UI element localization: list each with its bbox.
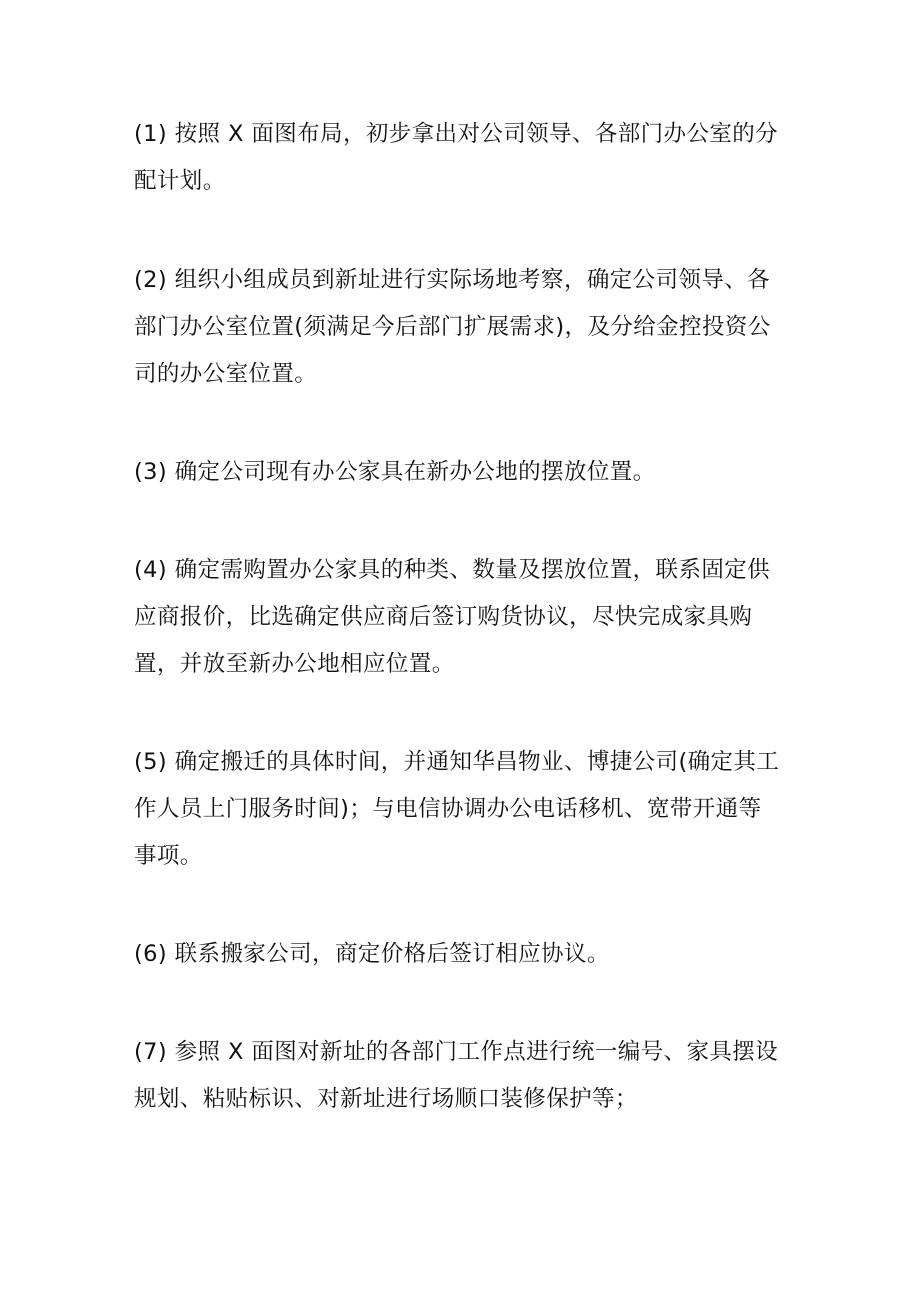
item-text-line: 置，并放至新办公地相应位置。 bbox=[134, 651, 455, 677]
item-text-line: 司的办公室位置。 bbox=[134, 361, 318, 387]
list-item-7 bbox=[134, 1029, 794, 1123]
item-text-line: 作人员上门服务时间)；与电信协调办公电话移机、宽带开通等 bbox=[134, 796, 762, 822]
list-item-3 bbox=[134, 449, 794, 496]
item-number: (6) bbox=[134, 941, 168, 967]
item-text-line: 配计划。 bbox=[134, 168, 226, 194]
list-item-1 bbox=[134, 111, 794, 205]
item-text-line: 联系搬家公司，商定价格后签订相应协议。 bbox=[174, 941, 610, 967]
item-text-line: 规划、粘贴标识、对新址进行场顺口装修保护等； bbox=[134, 1086, 638, 1112]
item-text-line: 确定搬迁的具体时间，并通知华昌物业、博捷公司(确定其工 bbox=[174, 749, 780, 775]
list-item-2 bbox=[134, 257, 794, 398]
item-text-line: 事项。 bbox=[134, 843, 203, 869]
item-number: (2) bbox=[134, 267, 168, 293]
list-item-5 bbox=[134, 739, 794, 880]
item-number: (7) bbox=[134, 1039, 168, 1065]
item-text-line: 确定公司现有办公家具在新办公地的摆放位置。 bbox=[174, 459, 656, 485]
list-item-4 bbox=[134, 547, 794, 688]
item-text-line: 应商报价，比选确定供应商后签订购货协议，尽快完成家具购 bbox=[134, 604, 753, 630]
item-text-line: 部门办公室位置(须满足今后部门扩展需求)，及分给金控投资公 bbox=[134, 314, 771, 340]
item-text-line: 按照 X 面图布局，初步拿出对公司领导、各部门办公室的分 bbox=[174, 121, 779, 147]
item-text-line: 确定需购置办公家具的种类、数量及摆放位置，联系固定供 bbox=[174, 557, 771, 583]
item-number: (4) bbox=[134, 557, 168, 583]
item-number: (5) bbox=[134, 749, 168, 775]
item-text-line: 组织小组成员到新址进行实际场地考察，确定公司领导、各 bbox=[174, 267, 771, 293]
item-number: (3) bbox=[134, 459, 168, 485]
item-number: (1) bbox=[134, 121, 168, 147]
list-item-6 bbox=[134, 931, 794, 978]
item-text-line: 参照 X 面图对新址的各部门工作点进行统一编号、家具摆设 bbox=[174, 1039, 779, 1065]
